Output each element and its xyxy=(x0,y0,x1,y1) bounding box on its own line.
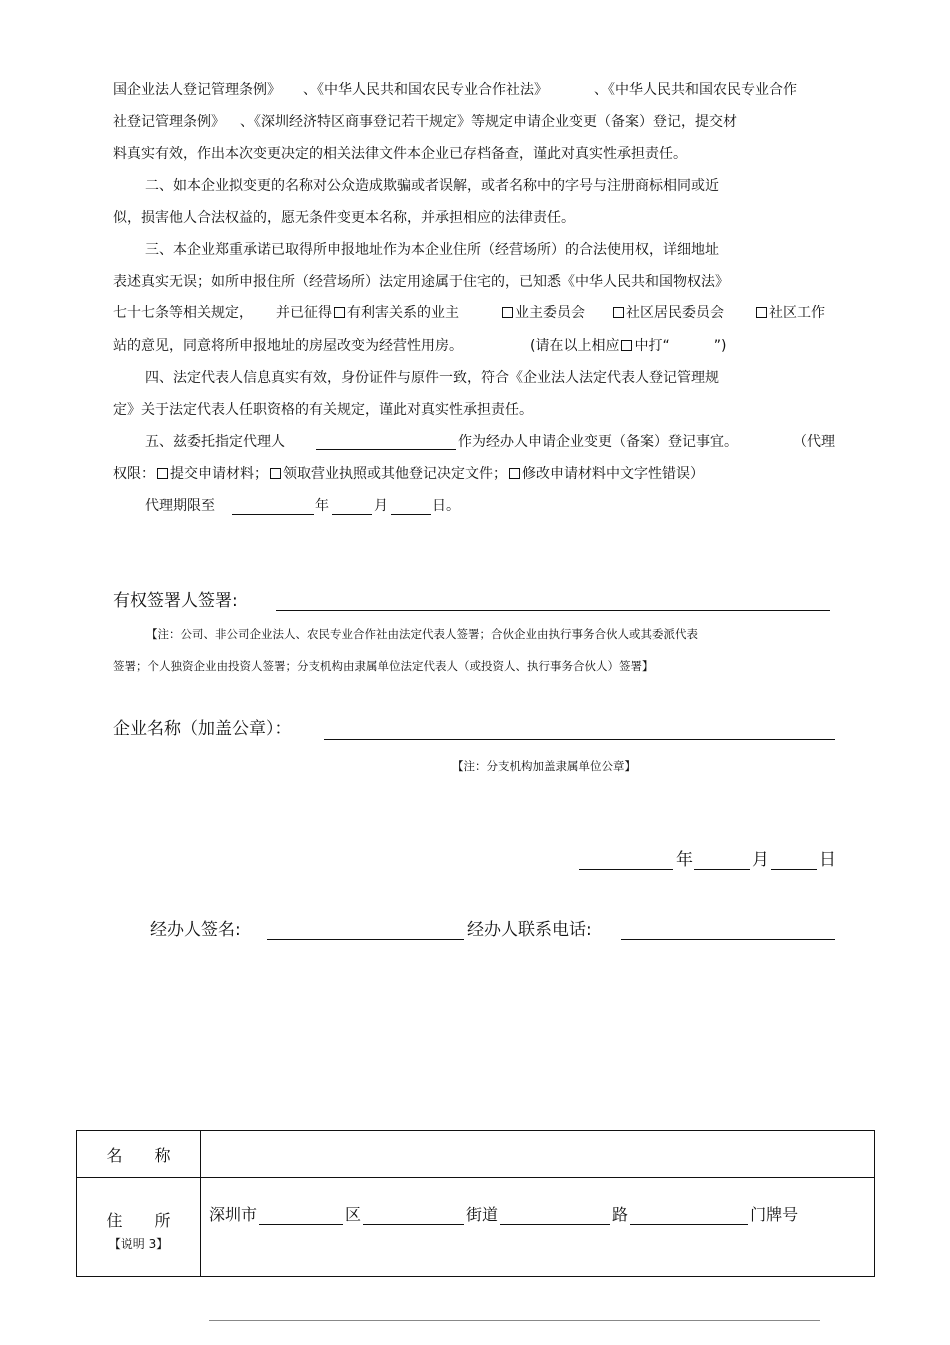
agent-sign-label: 经办人签名: xyxy=(150,920,241,940)
agent-sign-field[interactable] xyxy=(267,939,464,940)
address-note: 【说明 3】 xyxy=(108,1237,169,1251)
p5-line2 xyxy=(113,465,704,483)
address-value-cell xyxy=(201,1178,875,1277)
address-road-field[interactable] xyxy=(500,1206,610,1225)
date-day-label: 日 xyxy=(819,850,836,870)
p3-option4 xyxy=(754,304,825,322)
option-community-workstation: 社区工作 xyxy=(769,305,825,321)
signatory-label: 有权签署人签署: xyxy=(113,591,238,611)
p1-line2-part1: 社登记管理条例》 xyxy=(113,114,225,130)
address-label-cell xyxy=(77,1178,201,1277)
name-label: 名 称 xyxy=(106,1145,171,1165)
address-district-field[interactable] xyxy=(259,1206,343,1225)
address-city: 深圳市 xyxy=(209,1205,258,1224)
address-road: 路 xyxy=(612,1205,629,1224)
checkbox-interested-owners[interactable] xyxy=(334,307,345,318)
address-street-field[interactable] xyxy=(363,1206,464,1225)
p3-line3-part1: 七十七条等相关规定， xyxy=(113,305,253,321)
p4-line1: 四、法定代表人信息真实有效，身份证件与原件一致，符合《企业法人法定代表人登记管理规 xyxy=(145,370,719,386)
p1-line1-part1: 国企业法人登记管理条例》 xyxy=(113,82,281,98)
date-year-label: 年 xyxy=(676,850,693,870)
company-name-label: 企业名称（加盖公章）： xyxy=(113,719,292,739)
p3-option3 xyxy=(611,304,724,322)
hint-part3: ”) xyxy=(713,338,727,354)
agency-year-field[interactable] xyxy=(232,514,314,515)
option-correct-errors: 修改申请材料中文字性错误） xyxy=(522,466,704,482)
agent-phone-label: 经办人联系电话: xyxy=(467,920,592,940)
p1-line1-part3: 、《中华人民共和国农民专业合作 xyxy=(594,82,797,98)
checkbox-owners-committee[interactable] xyxy=(502,307,513,318)
agent-phone-field[interactable] xyxy=(621,939,835,940)
p1-line3: 料真实有效，作出本次变更决定的相关法律文件本企业已存档备查，谨此对真实性承担责任。 xyxy=(113,146,687,162)
agency-day-field[interactable] xyxy=(391,514,431,515)
company-info-table xyxy=(76,1130,875,1277)
p4-line2: 定》关于法定代表人任职资格的有关规定，谨此对真实性承担责任。 xyxy=(113,402,533,418)
p5-authority-label: 权限： xyxy=(113,466,155,482)
p3-line2: 表述真实无误；如所申报住所（经营场所）法定用途属于住宅的，已知悉《中华人民共和国物权法》 xyxy=(113,274,729,290)
p5-line1-part1: 五、兹委托指定代理人 xyxy=(145,434,285,450)
checkbox-submit-materials[interactable] xyxy=(157,468,168,479)
checkbox-collect-license[interactable] xyxy=(270,468,281,479)
date-month-label: 月 xyxy=(752,850,769,870)
p2-line2: 似，损害他人合法权益的，愿无条件变更本名称，并承担相应的法律责任。 xyxy=(113,210,575,226)
address-number: 门牌号 xyxy=(750,1205,799,1224)
table-row-name xyxy=(77,1131,875,1178)
company-seal-note: 【注：分支机构加盖隶属单位公章】 xyxy=(452,759,636,773)
option-owners-committee: 业主委员会 xyxy=(515,305,585,321)
signatory-note-line1: 【注：公司、非公司企业法人、农民专业合作社由法定代表人签署；合伙企业由执行事务合伙人或其委派代表 xyxy=(146,627,698,641)
option-collect-license: 领取营业执照或其他登记决定文件； xyxy=(283,466,507,482)
hint-part2: 中打“ xyxy=(634,338,670,354)
company-name-field[interactable] xyxy=(324,739,835,740)
p3-line4-hint xyxy=(530,337,726,355)
date-day-field[interactable] xyxy=(771,869,817,870)
address-district: 区 xyxy=(345,1205,362,1224)
name-label-cell xyxy=(77,1131,201,1178)
signatory-field[interactable] xyxy=(276,610,830,611)
agent-name-field[interactable] xyxy=(316,449,456,450)
option-residents-committee: 社区居民委员会 xyxy=(626,305,724,321)
signatory-note-line2: 签署；个人独资企业由投资人签署；分支机构由隶属单位法定代表人（或投资人、执行事务合伙人）签署】 xyxy=(113,659,654,673)
date-month-field[interactable] xyxy=(694,869,750,870)
agency-period-label: 代理期限至 xyxy=(145,498,215,514)
checkbox-community-workstation[interactable] xyxy=(756,307,767,318)
option-submit-materials: 提交申请材料； xyxy=(170,466,268,482)
checkbox-sample-icon xyxy=(621,340,632,351)
p3-consent-label: 并已征得 xyxy=(276,305,332,321)
p5-line1-part2: 作为经办人申请企业变更（备案）登记事宜。 xyxy=(458,434,738,450)
p5-line1-part3: （代理 xyxy=(793,434,835,450)
p3-line4-part1: 站的意见，同意将所申报地址的房屋改变为经营性用房。 xyxy=(113,338,463,354)
date-year-field[interactable] xyxy=(579,869,673,870)
p1-line2-part2: 、《深圳经济特区商事登记若干规定》等规定申请企业变更（备案）登记，提交材 xyxy=(240,114,737,130)
agency-month-label: 月 xyxy=(374,498,388,514)
checkbox-correct-errors[interactable] xyxy=(509,468,520,479)
option-interested-owners: 有利害关系的业主 xyxy=(347,305,459,321)
table-row-address xyxy=(77,1178,875,1277)
agency-month-field[interactable] xyxy=(332,514,372,515)
agency-day-label: 日。 xyxy=(432,498,460,514)
p3-line3-part2 xyxy=(276,304,459,322)
p3-line1: 三、本企业郑重承诺已取得所申报地址作为本企业住所（经营场所）的合法使用权，详细地址 xyxy=(145,242,719,258)
p2-line1: 二、如本企业拟变更的名称对公众造成欺骗或者误解，或者名称中的字号与注册商标相同或近 xyxy=(145,178,719,194)
address-label: 住 所 xyxy=(106,1211,171,1230)
hint-part1: (请在以上相应 xyxy=(530,338,620,354)
checkbox-residents-committee[interactable] xyxy=(613,307,624,318)
p1-line1-part2: 、《中华人民共和国农民专业合作社法》 xyxy=(303,82,548,98)
address-street: 街道 xyxy=(466,1205,499,1224)
address-number-field[interactable] xyxy=(630,1206,748,1225)
p3-option2 xyxy=(500,304,585,322)
address-extra-line[interactable] xyxy=(209,1320,820,1321)
name-value-cell[interactable] xyxy=(201,1131,875,1178)
address-line xyxy=(209,1204,798,1226)
agency-year-label: 年 xyxy=(315,498,329,514)
